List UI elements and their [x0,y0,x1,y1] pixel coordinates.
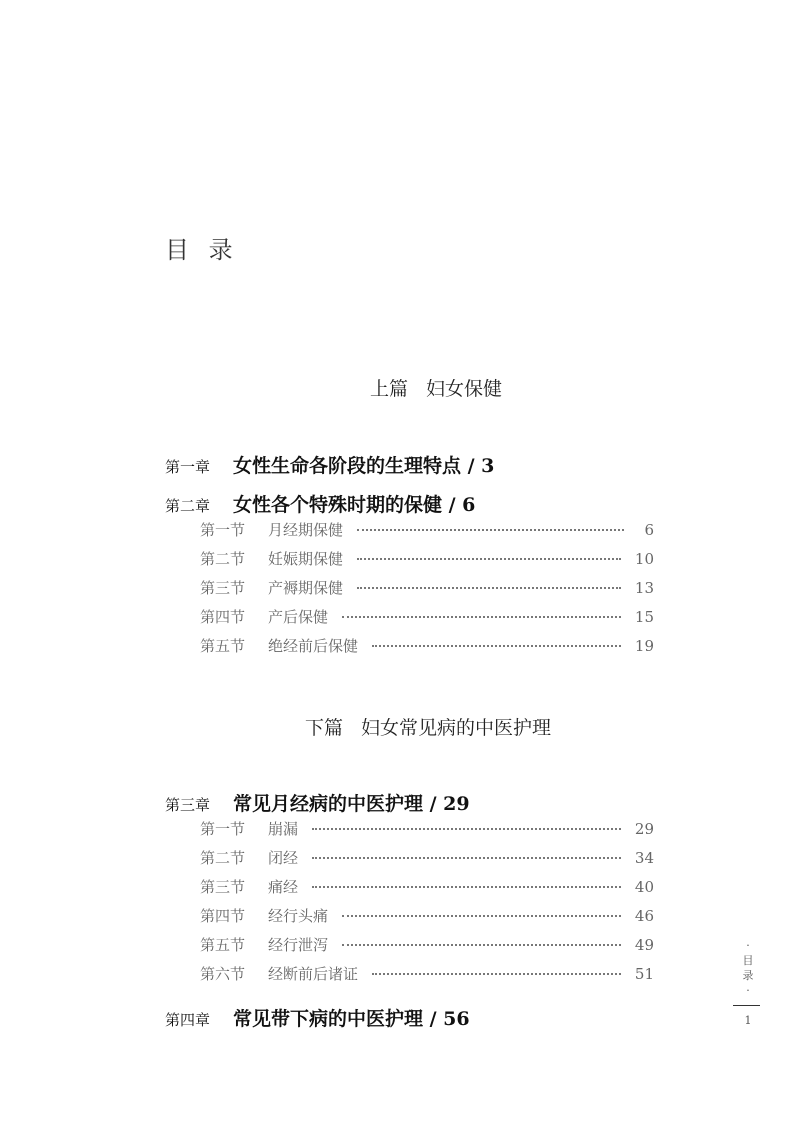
page-title: 目 录 [165,236,239,264]
chapter-1[interactable] [165,451,494,478]
dot-leader [372,645,621,647]
section-label: 第一节 [200,820,246,838]
section-label: 第四节 [200,608,246,626]
section-label: 第四节 [200,907,246,925]
folio-page-number: 1 [744,1014,752,1027]
section-row[interactable] [200,606,654,627]
chapter-title: 女性各个特殊时期的保健 / 6 [233,494,476,516]
dot-leader [312,828,621,830]
chapter-label: 第二章 [165,497,211,515]
footer-rule [733,1005,760,1006]
section-title: 崩漏 [268,820,299,838]
section-row[interactable] [200,519,654,540]
page-number: 10 [634,550,654,568]
section-label: 第二节 [200,550,246,568]
page-number: 15 [634,608,654,626]
running-header-vertical [736,938,760,998]
section-title: 产褥期保健 [268,579,344,597]
section-title: 痛经 [268,878,299,896]
part-label: 下篇 [305,717,344,739]
chapter-2[interactable] [165,490,475,517]
section-title: 经断前后诸证 [268,965,359,983]
page-number: 19 [634,637,654,655]
section-row[interactable] [200,635,654,656]
section-label: 第二节 [200,849,246,867]
page-number: 51 [634,965,654,983]
section-row[interactable] [200,847,654,868]
side-dot: · [746,984,750,997]
part-name: 妇女保健 [426,378,503,400]
part-heading-2 [305,713,551,740]
section-label: 第五节 [200,936,246,954]
chapter-label: 第四章 [165,1011,211,1029]
page-number: 13 [634,579,654,597]
page-number: 46 [634,907,654,925]
section-title: 妊娠期保健 [268,550,344,568]
page-number: 40 [634,878,654,896]
part-label: 上篇 [370,378,409,400]
chapter-title: 女性生命各阶段的生理特点 / 3 [233,455,495,477]
dot-leader [357,558,621,560]
dot-leader [312,857,621,859]
page-number: 6 [644,521,654,539]
dot-leader [312,886,621,888]
dot-leader [342,616,621,618]
section-row[interactable] [200,818,654,839]
section-row[interactable] [200,548,654,569]
dot-leader [357,529,624,531]
part-heading-1 [370,374,502,401]
section-title: 绝经前后保健 [268,637,359,655]
chapter-label: 第一章 [165,458,211,476]
section-row[interactable] [200,963,654,984]
dot-leader [342,944,621,946]
section-title: 产后保健 [268,608,329,626]
chapter-label: 第三章 [165,796,211,814]
page-number: 34 [634,849,654,867]
page-number: 29 [634,820,654,838]
section-row[interactable] [200,876,654,897]
chapter-3[interactable] [165,789,470,816]
side-char: 目 [742,954,754,967]
chapter-title: 常见月经病的中医护理 / 29 [233,793,470,815]
dot-leader [357,587,621,589]
section-label: 第三节 [200,579,246,597]
section-row[interactable] [200,577,654,598]
side-char: 录 [742,969,754,982]
chapter-4[interactable] [165,1004,470,1031]
section-title: 经行头痛 [268,907,329,925]
section-title: 经行泄泻 [268,936,329,954]
chapter-title: 常见带下病的中医护理 / 56 [233,1008,470,1030]
section-row[interactable] [200,934,654,955]
section-title: 月经期保健 [268,521,344,539]
part-name: 妇女常见病的中医护理 [361,717,552,739]
dot-leader [342,915,621,917]
section-label: 第六节 [200,965,246,983]
section-title: 闭经 [268,849,299,867]
side-dot: · [746,939,750,952]
section-row[interactable] [200,905,654,926]
section-label: 第三节 [200,878,246,896]
section-label: 第五节 [200,637,246,655]
section-label: 第一节 [200,521,246,539]
dot-leader [372,973,621,975]
page-number: 49 [634,936,654,954]
